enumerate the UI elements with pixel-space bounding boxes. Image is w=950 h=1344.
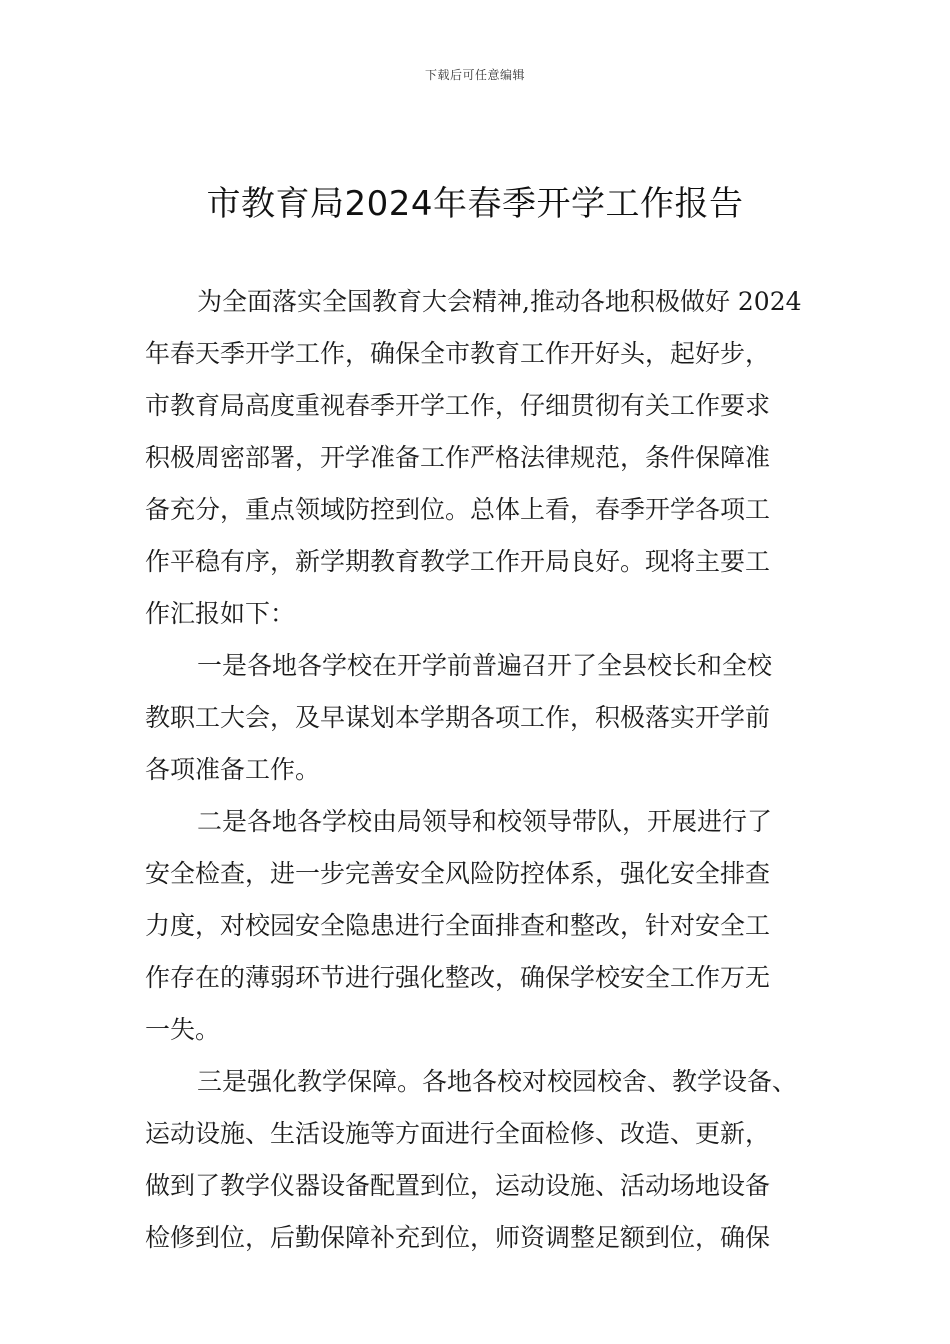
paragraph-line: 运动设施、生活设施等方面进行全面检修、改造、更新， [145, 1119, 771, 1148]
paragraph-line: 教职工大会，及早谋划本学期各项工作，积极落实开学前 [145, 703, 771, 732]
paragraph-line: 力度，对校园安全隐患进行全面排查和整改，针对安全工 [145, 911, 771, 940]
paragraph-line: 做到了教学仪器设备配置到位，运动设施、活动场地设备 [145, 1171, 771, 1200]
paragraph-item-three [145, 1056, 835, 1264]
paragraph-line: 一失。 [145, 1015, 221, 1044]
paragraph-line: 二是各地各学校由局领导和校领导带队，开展进行了 [197, 807, 773, 836]
paragraph-line: 市教育局高度重视春季开学工作，仔细贯彻有关工作要求 [145, 391, 771, 420]
paragraph-line: 检修到位，后勤保障补充到位，师资调整足额到位，确保 [145, 1223, 771, 1252]
header-note: 下载后可任意编辑 [424, 68, 525, 82]
paragraph-line: 作存在的薄弱环节进行强化整改，确保学校安全工作万无 [145, 963, 771, 992]
paragraph-line: 安全检查，进一步完善安全风险防控体系，强化安全排查 [145, 859, 771, 888]
document-body [145, 276, 835, 1264]
document-title: 市教育局2024年春季开学工作报告 [206, 184, 744, 224]
paragraph-line: 年春天季开学工作，确保全市教育工作开好头，起好步， [145, 339, 771, 368]
paragraph-intro [145, 276, 835, 640]
paragraph-line: 备充分，重点领域防控到位。总体上看，春季开学各项工 [145, 495, 771, 524]
paragraph-line: 一是各地各学校在开学前普遍召开了全县校长和全校 [197, 651, 773, 680]
paragraph-line: 为全面落实全国教育大会精神,推动各地积极做好 2024 [197, 287, 802, 316]
paragraph-line: 三是强化教学保障。各地各校对校园校舍、教学设备、 [197, 1067, 798, 1096]
paragraph-line: 作汇报如下： [145, 599, 296, 628]
paragraph-line: 作平稳有序，新学期教育教学工作开局良好。现将主要工 [145, 547, 771, 576]
paragraph-item-one [145, 640, 835, 796]
paragraph-line: 积极周密部署，开学准备工作严格法律规范，条件保障准 [145, 443, 771, 472]
paragraph-line: 各项准备工作。 [145, 755, 321, 784]
paragraph-item-two [145, 796, 835, 1056]
